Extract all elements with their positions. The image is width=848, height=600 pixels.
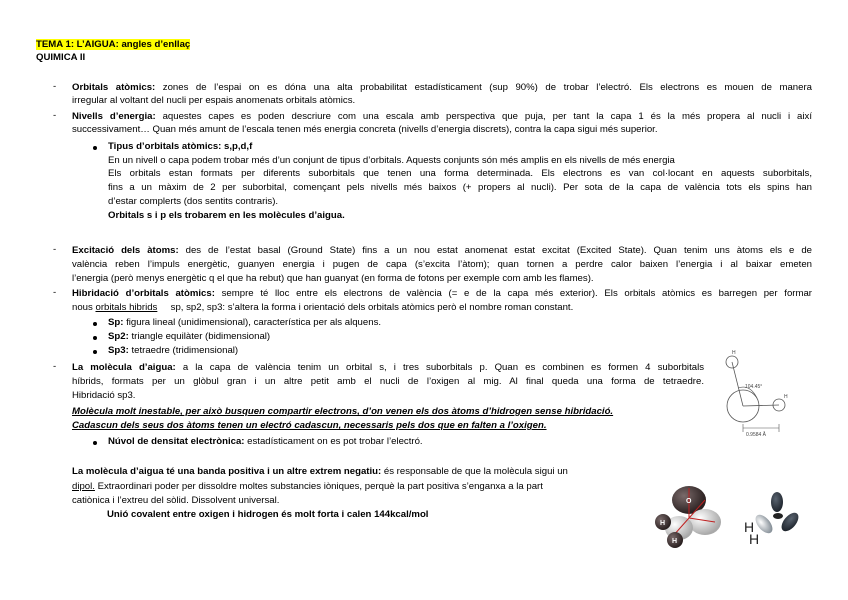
- hydrogen-label: H: [744, 519, 755, 535]
- hybrid-orbitals-underlined: orbitals hibrids: [95, 302, 158, 313]
- hybrid-item-text: tetraedre (tridimensional): [128, 345, 239, 356]
- water-term: La molècula d’aigua:: [72, 362, 176, 373]
- bond-line: [732, 362, 743, 406]
- orbital-types-p2c: d’estar complerts (dos sentits contraris).: [108, 196, 279, 207]
- hybrid-item-label: Sp3:: [108, 345, 129, 356]
- dipole-underlined: dipol.: [72, 481, 95, 492]
- orbital-center: [773, 513, 783, 519]
- circle-bullet: [93, 441, 97, 445]
- excitation-line1: [72, 244, 812, 257]
- water-line3: Hibridació sp3.: [72, 390, 136, 401]
- orbital-types-p2b: fins a un màxim de 2 per suborbital, començant pels nivells més baixos (+ propers al nucli). Per sota de la capa de valència tots els spins han: [108, 182, 812, 193]
- orbital-3d-model: [645, 478, 740, 556]
- water-line5: Cadascun dels seus dos àtoms tenen un electró cadascun, necessaris pels dos que en falten a l’oxigen.: [72, 420, 547, 431]
- electron-cloud-term: Núvol de densitat electrònica:: [108, 436, 245, 447]
- excitation-term: Excitació dels àtoms:: [72, 245, 179, 256]
- excitation-line3: l’energia (però menys energètic q el que ha rebut) que han guanyat (en forma de fotons per exemple com amb les flames).: [72, 273, 594, 284]
- hybrid-item-sp3: [108, 344, 238, 357]
- water-text: a la capa de valència tenim un orbital s, i tres suborbitals p. Quan es combinen es formen 4 suborbitals: [175, 362, 704, 373]
- oxygen-label: O: [686, 498, 692, 505]
- energy-term: Nivells d’energia:: [72, 111, 156, 122]
- dipole-text: és responsable de que la molècula sigui un: [381, 466, 568, 477]
- hybrid-item-text: triangle equilàter (bidimensional): [128, 331, 271, 342]
- hybridization-line2-pre: nous: [72, 302, 96, 313]
- orbitals-paragraph-line2: irregular al voltant del nucli per espais anomenats orbitals atòmics.: [72, 95, 356, 106]
- hybridization-text: sempre té lloc entre els electrons de valència (= e de la capa més exterior). Els orbitals atòmics es barregen per formar: [214, 288, 812, 299]
- hybrid-item-label: Sp:: [108, 317, 124, 328]
- dipole-term: La molècula d’aigua té una banda positiva i un altre extrem negatiu:: [72, 466, 382, 477]
- hydrogen-label: H: [672, 538, 678, 545]
- orbital-types-title: Tipus d’orbitals atòmics: s,p,d,f: [108, 141, 253, 152]
- subject-heading: QUIMICA II: [36, 52, 86, 63]
- dash-bullet: -: [53, 287, 57, 298]
- distance-label: 0.9584 Å: [746, 432, 767, 438]
- water-line4: Molècula molt inestable, per això busquen compartir electrons, d’on venen els dos àtoms d’hidrogen sense hibridació.: [72, 406, 614, 417]
- orbital-types-p1: En un nivell o capa podem trobar més d’un conjunt de tipus d’orbitals. Aquests conjunts són més amplis en els nivells de més energia: [108, 155, 675, 166]
- hydrogen-label: H: [784, 394, 788, 400]
- dipole-line3: catiònica i l’extreu del sòlid. Dissolvent universal.: [72, 495, 280, 506]
- hybridization-term: Hibridació d’orbitals atòmics:: [72, 288, 215, 299]
- water-line2: híbrids, formats per un glòbul gran i un altre petit amb el nucli de l’oxigen al mig. Al final queda una forma de tetraedre.: [72, 376, 704, 387]
- orbitals-paragraph-line1: [72, 81, 812, 94]
- dash-bullet: -: [53, 110, 57, 121]
- angle-label: 104.45°: [745, 384, 763, 390]
- electron-cloud-text: estadísticament on es pot trobar l’electró.: [244, 436, 423, 447]
- orbital-lobe: [778, 510, 801, 535]
- dash-bullet: -: [53, 81, 57, 92]
- circle-bullet: [93, 350, 97, 354]
- dipole-line1: [72, 465, 568, 478]
- orbitals-term: Orbitals atòmics:: [72, 82, 156, 93]
- hydrogen-label: H: [732, 350, 736, 356]
- hybrid-item-label: Sp2:: [108, 331, 129, 342]
- hydrogen-label: H: [660, 520, 666, 527]
- energy-paragraph-line2: successivament… Quan més amunt de l’escala tenen més energia concreta (nivells d’energia discrets), contra la capa sigui més superior.: [72, 124, 658, 135]
- hybridization-line2: [72, 301, 573, 314]
- orbital-types-p3: Orbitals s i p els trobarem en les molècules d’aigua.: [108, 210, 345, 221]
- orbital-types-p2a: Els orbitals estan formats per diferents suborbitals que tenen una forma determinada. Els electrons es van col·locant en aquests suborbitals,: [108, 168, 812, 179]
- hybridization-line2-post: sp, sp2, sp3: s’altera la forma i orientació dels orbitals atòmics però el nombre roman constant.: [157, 302, 574, 313]
- dash-bullet: -: [53, 244, 57, 255]
- water-line1: [72, 361, 704, 374]
- dipole-line2: [72, 480, 543, 493]
- dash-bullet: -: [53, 361, 57, 372]
- circle-bullet: [93, 322, 97, 326]
- circle-bullet: [93, 336, 97, 340]
- topic-heading-text: TEMA 1: L’AIGUA: angles d’enllaç: [36, 39, 191, 50]
- excitation-text: des de l’estat basal (Ground State) fins a un nou estat anomenat estat excitat (Excited State). Quan tenim uns àtoms els e de: [178, 245, 812, 256]
- hybridization-line1: [72, 287, 812, 300]
- hydrogen-label: H: [749, 531, 760, 547]
- hybrid-item-sp2: [108, 330, 270, 343]
- excitation-line2: valència reben l’impuls energètic, guanyen energia i pugen de capa (s’excita l’àtom); quan tornen a perdre calor baixen l’energia i al baixar emeten: [72, 259, 812, 270]
- covalent-bond-line: Unió covalent entre oxigen i hidrogen és molt forta i calen 144kcal/mol: [107, 509, 429, 520]
- circle-bullet: [93, 146, 97, 150]
- energy-paragraph-line1: [72, 110, 812, 123]
- hybrid-item-text: figura lineal (unidimensional), característica per als alquens.: [123, 317, 382, 328]
- orbitals-text: zones de l’espai on es dóna una alta probabilitat estadísticament (sup 90%) de trobar l’electró. Els electrons es mouen de manera: [155, 82, 813, 93]
- orbital-lobe: [771, 492, 783, 512]
- hybrid-item-sp: [108, 316, 381, 329]
- electron-cloud-item: [108, 435, 423, 448]
- topic-heading: [36, 38, 190, 51]
- energy-text: aquestes capes es poden descriure com una escala amb perspectiva que puja, per tant la capa 1 és la més propera al nucli i així: [155, 111, 812, 122]
- dipole-line2-text: Extraordinari poder per dissoldre moltes substancies iòniques, perquè la part positiva s’enganxa a la part: [94, 481, 543, 492]
- sp3-lobes-figure: [740, 488, 812, 550]
- water-geometry-diagram: [710, 348, 815, 440]
- bond-line: [743, 405, 779, 406]
